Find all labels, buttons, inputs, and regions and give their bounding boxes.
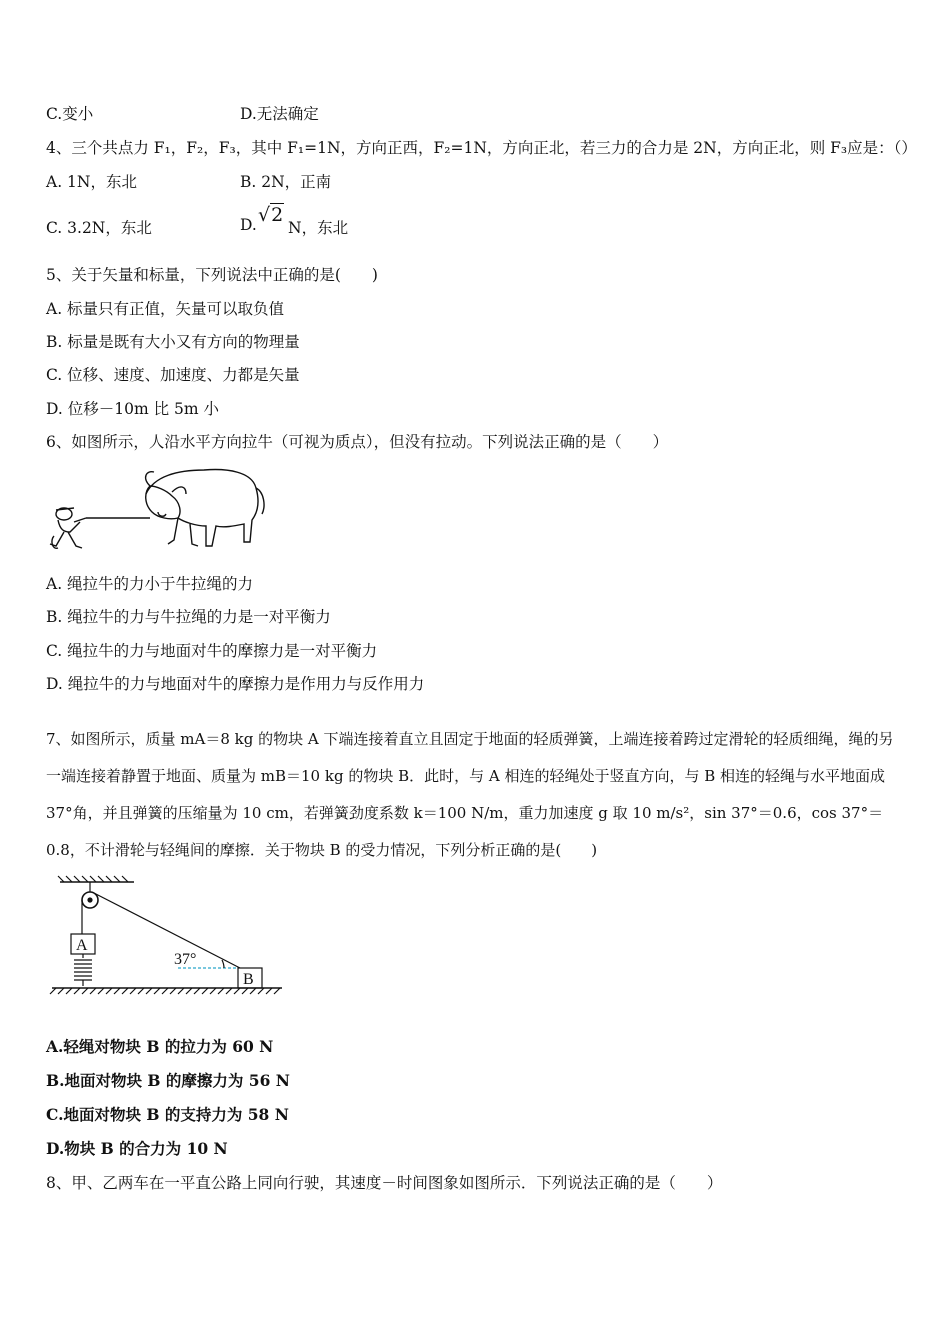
- q6-option-b: B. 绳拉牛的力与牛拉绳的力是一对平衡力: [46, 608, 331, 626]
- q4-stem: 4、三个共点力 F₁，F₂，F₃，其中 F₁=1N，方向正西，F₂=1N，方向正北，若三力的合力是 2N，方向正北，则 F₃应是：（）: [46, 139, 917, 157]
- q6-option-a: A. 绳拉牛的力小于牛拉绳的力: [46, 575, 254, 593]
- pulley-spring-figure: [46, 872, 286, 1002]
- q4-option-d-prefix: D.: [240, 216, 257, 234]
- block-a-label: A: [76, 937, 88, 954]
- q3-option-c: C.变小: [46, 105, 94, 123]
- q5-option-c: C. 位移、速度、加速度、力都是矢量: [46, 366, 300, 384]
- q4-option-d-suffix: N，东北: [288, 219, 349, 237]
- q7-stem: 7、如图所示，质量 mA＝8 kg 的物块 A 下端连接着直立且固定于地面的轻质弹簧，上端连接着跨过定滑轮的轻质细绳，绳的另一端连接着静置于地面、质量为 mB＝10 kg 的物块 B．此时，与 A 相连的轻绳处于竖直方向，与 B 相连的轻绳与水平地面成 37°角，并且弹簧的压缩量为 10 cm，若弹簧劲度系数 k＝100 N/m，重力加速度 g 取 10 m/s²，sin 37°＝0.6，cos 37°＝0.8，不计滑轮与轻绳间的摩擦．关于物块 B 的受力情况，下列分析正确的是( ): [46, 730, 894, 859]
- q4-option-d-radicand: 2: [271, 204, 284, 226]
- block-b-label: B: [243, 971, 254, 988]
- q6-option-c: C. 绳拉牛的力与地面对牛的摩擦力是一对平衡力: [46, 642, 378, 660]
- sqrt-symbol: √2: [258, 204, 284, 226]
- q7-option-d: D.物块 B 的合力为 10 N: [46, 1139, 228, 1158]
- q5-option-d: D. 位移－10m 比 5m 小: [46, 400, 219, 418]
- q8-stem: 8、甲、乙两车在一平直公路上同向行驶，其速度－时间图象如图所示．下列说法正确的是（ ）: [46, 1174, 723, 1192]
- q5-stem: 5、关于矢量和标量，下列说法中正确的是( ): [46, 266, 378, 284]
- q4-option-b: B. 2N，正南: [240, 173, 332, 191]
- q7-option-c: C.地面对物块 B 的支持力为 58 N: [46, 1105, 289, 1124]
- q6-stem: 6、如图所示，人沿水平方向拉牛（可视为质点），但没有拉动。下列说法正确的是（ ）: [46, 433, 669, 451]
- angle-label: 37°: [174, 951, 197, 968]
- q7-option-b: B.地面对物块 B 的摩擦力为 56 N: [46, 1071, 290, 1090]
- q4-option-a: A. 1N，东北: [46, 173, 137, 191]
- q7-option-a: A.轻绳对物块 B 的拉力为 60 N: [46, 1037, 274, 1056]
- q3-option-d: D.无法确定: [240, 105, 319, 123]
- man-pulling-ox-figure: [46, 462, 271, 557]
- q5-option-a: A. 标量只有正值，矢量可以取负值: [46, 300, 285, 318]
- q6-option-d: D. 绳拉牛的力与地面对牛的摩擦力是作用力与反作用力: [46, 675, 425, 693]
- q5-option-b: B. 标量是既有大小又有方向的物理量: [46, 333, 300, 351]
- q4-option-c: C. 3.2N，东北: [46, 219, 152, 237]
